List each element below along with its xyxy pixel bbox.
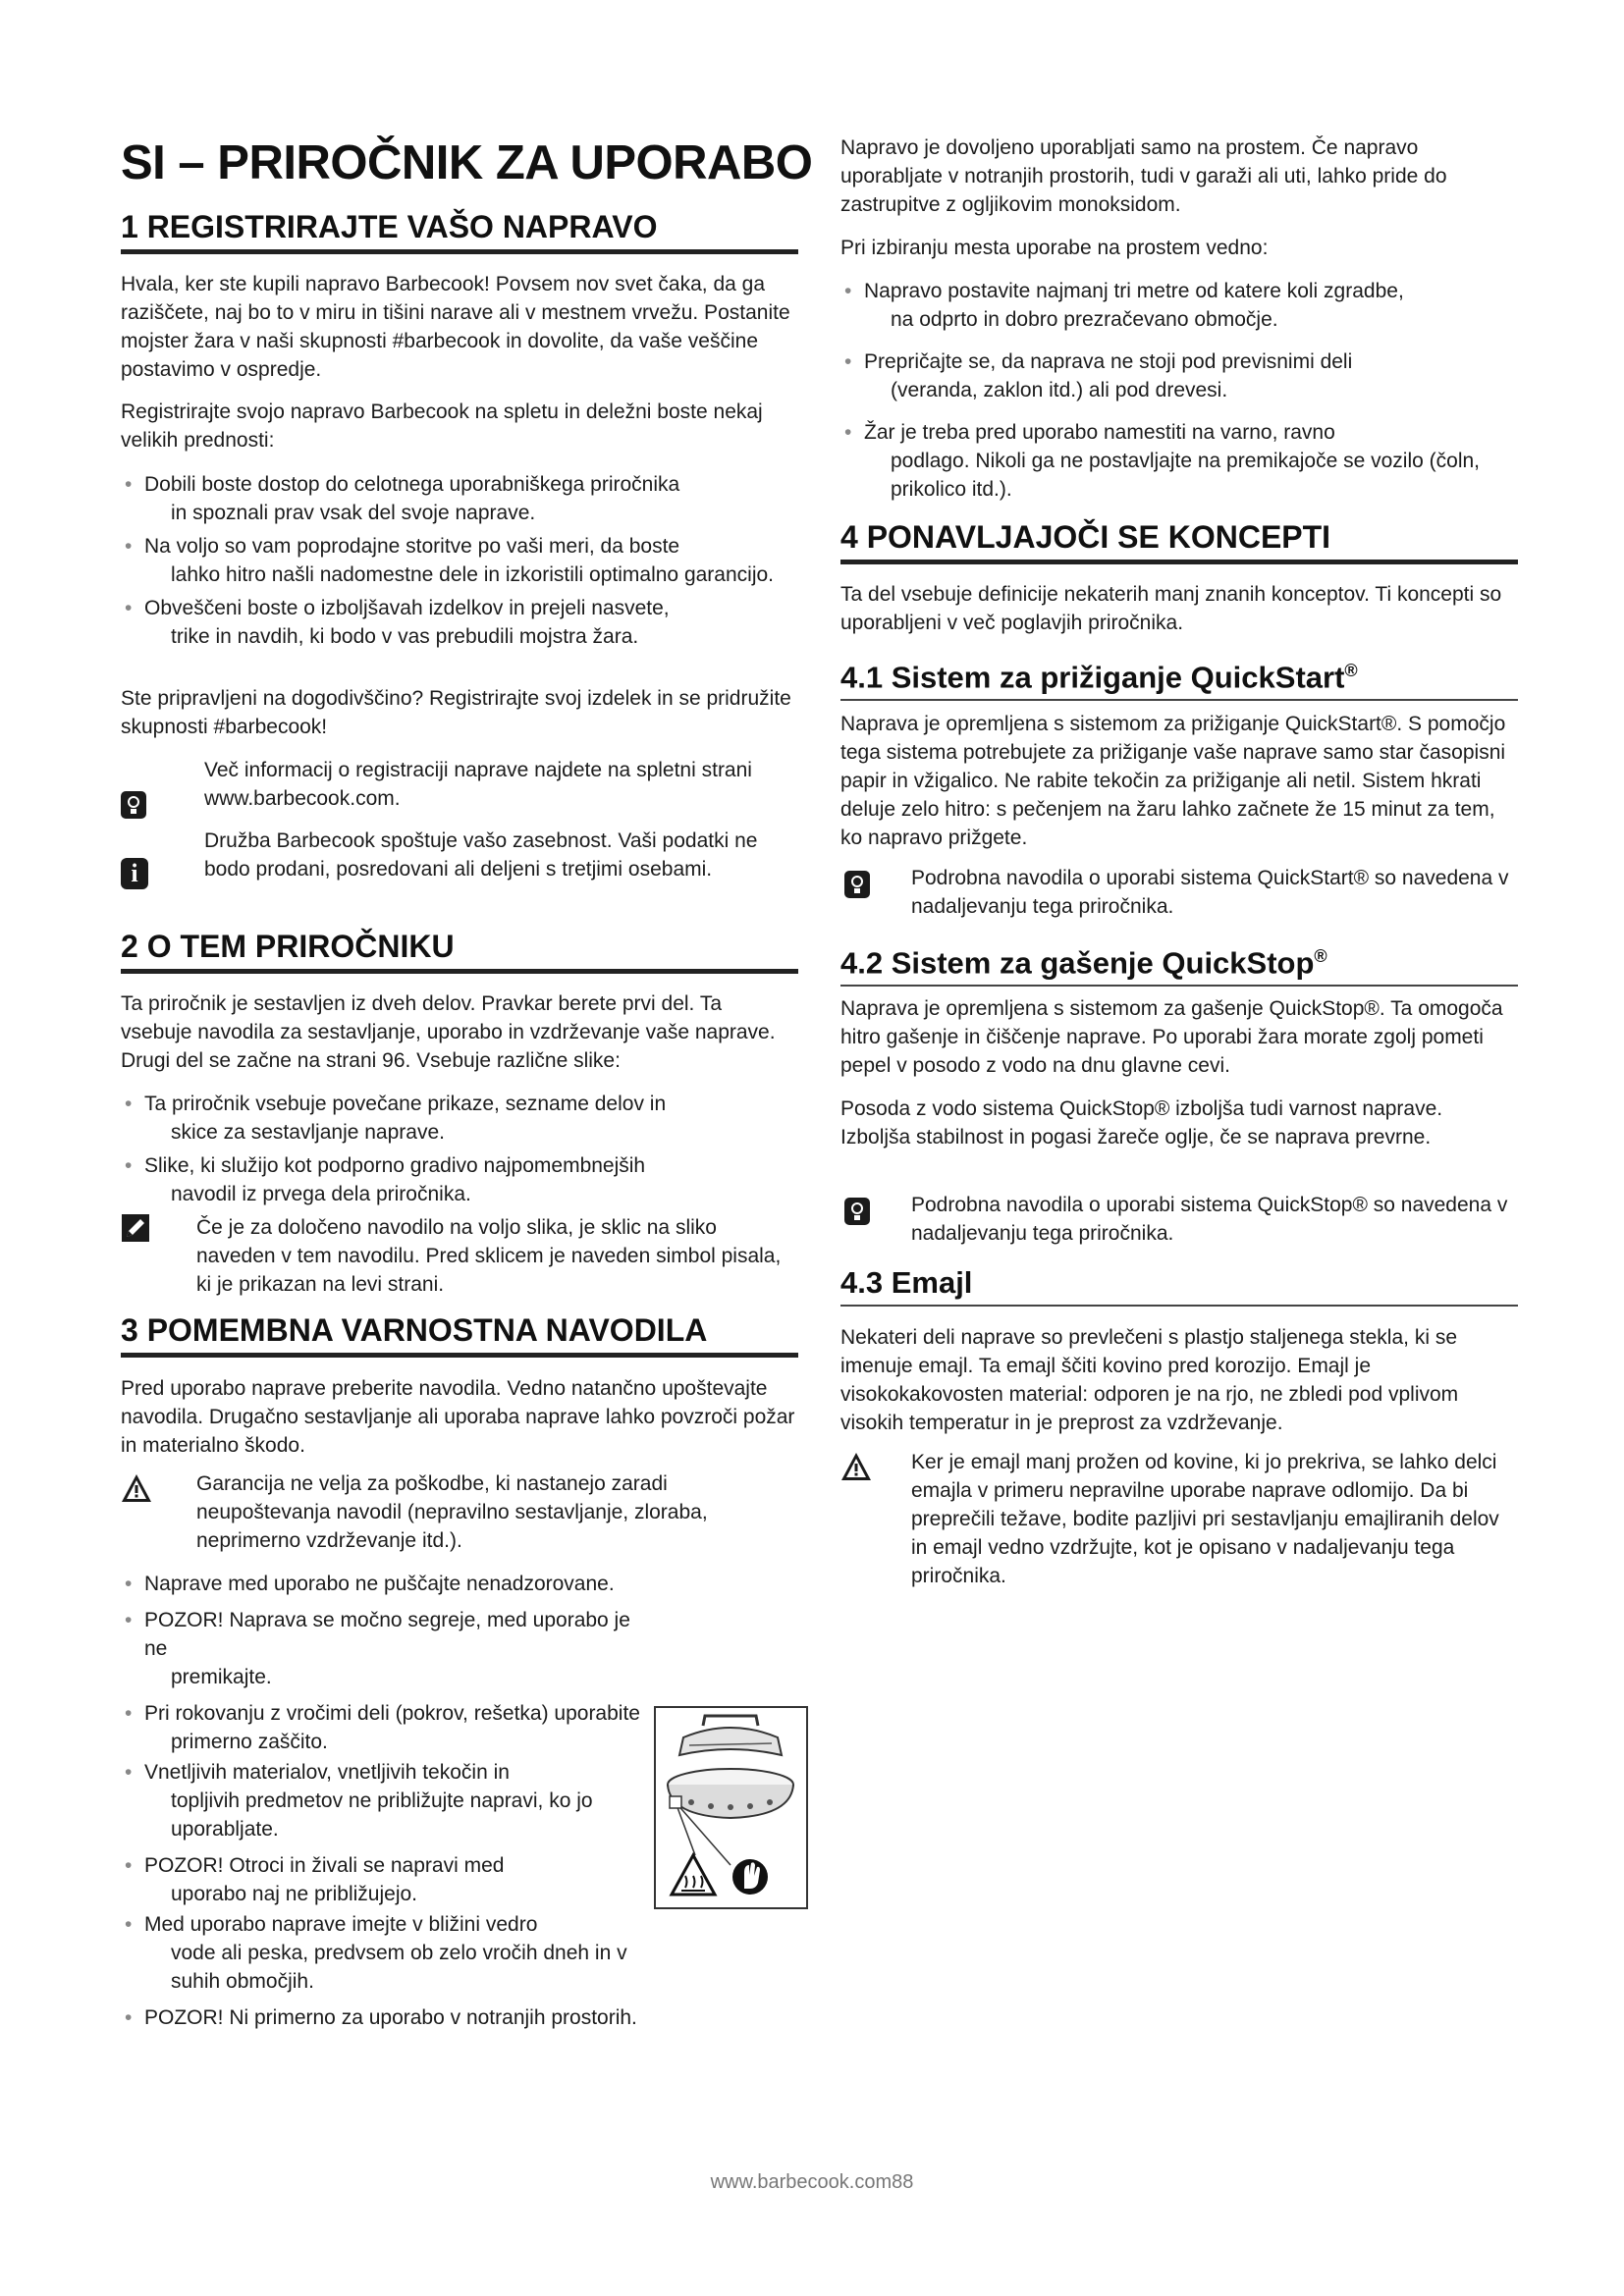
page-title: SI – PRIROČNIK ZA UPORABO (121, 136, 813, 189)
quickstop-safety: Posoda z vodo sistema QuickStop® izboljša tudi varnost naprave. Izboljša stabilnost in pogasi žareče oglje, če se naprava prevrne. (840, 1097, 1443, 1148)
list-item: • Pri rokovanju z vročimi deli (pokrov, rešetka) uporabite primerno zaščito. (125, 1702, 640, 1753)
privacy-note: i Družba Barbecook spoštuje vašo zasebnost. Vaši podatki ne bodo prodani, posredovani ali deljeni s tretjimi osebami. (121, 827, 798, 883)
list-item: • Napravo postavite najmanj tri metre od katere koli zgradbe, na odprto in dobro prezračevano območje. (844, 280, 1404, 331)
quickstop-description: Naprava je opremljena s sistemom za gašenje QuickStop®. Ta omogoča hitro gašenje in čiščenje naprave. Po uporabi žara morate zgolj pometi pepel v posodo z vodo na dnu glavne cevi. (840, 997, 1503, 1077)
section-2-list (121, 1090, 798, 1208)
list-item: • POZOR! Otroci in živali se napravi med uporabo naj ne približujejo. (125, 1854, 505, 1905)
page-footer: www.barbecook.com88 (710, 2171, 914, 2193)
list-item: • Žar je treba pred uporabo namestiti na varno, ravno podlago. Nikoli ga ne postavljajte na premikajoče se vozilo (čoln, prikolico itd.). (844, 421, 1480, 501)
lightbulb-icon (844, 1198, 870, 1225)
section-4-intro: Ta del vsebuje definicije nekaterih manj znanih konceptov. Ti koncepti so uporabljeni v več poglavjih priročnika. (840, 583, 1502, 634)
pencil-icon (121, 1213, 150, 1243)
list-item: • Prepričajte se, da naprava ne stoji pod previsnimi deli (veranda, zaklon itd.) ali pod drevesi. (844, 350, 1353, 401)
indoor-use-warning-text: Napravo je dovoljeno uporabljati samo na prostem. Če napravo uporabljate v notranjih prostorih, tudi v garaži ali uti, lahko pride do zastrupitve z ogljikovim monoksidom. (840, 136, 1447, 216)
warranty-warning: Garancija ne velja za poškodbe, ki nastanejo zaradi neupoštevanja navodil (nepravilno sestavljanje, zloraba, neprimerno vzdrževanje itd.). (121, 1469, 798, 1555)
section-4-3-heading: 4.3 Emajl (840, 1264, 1518, 1307)
quickstart-description: Naprava je opremljena s sistemom za prižiganje QuickStart®. S pomočjo tega sistema potrebujete za prižiganje vaše naprave samo star časopisni papir in vžigalico. Ne rabite tekočin za prižiganje ali netil. Sistem hkrati deluje zelo hitro: s pečenjem na žaru lahko začnete že 15 minut za tem, ko napravo prižgete. (840, 713, 1506, 849)
section-4-heading: 4 PONAVLJAJOČI SE KONCEPTI (840, 518, 1518, 564)
section-2-intro: Ta priročnik je sestavljen iz dveh delov. Pravkar berete prvi del. Ta vsebuje navodila za sestavljanje, uporabo in vzdrževanje vaše naprave. Drugi del se začne na strani 96. Vsebuje različne slike: (121, 992, 776, 1072)
grill-safety-figure (654, 1706, 808, 1909)
section-1-closing: Ste pripravljeni na dogodivščino? Registrirajte svoj izdelek in se pridružite skupnosti #barbecook! (121, 687, 791, 738)
warning-icon (840, 1452, 872, 1481)
list-item: • Slike, ki služijo kot podporno gradivo najpomembnejših navodil iz prvega dela priročnika. (125, 1154, 646, 1205)
section-3-intro: Pred uporabo naprave preberite navodila. Vedno natančno upoštevajte navodila. Drugačno sestavljanje ali uporaba naprave lahko povzroči požar in materialno škodo. (121, 1377, 795, 1457)
section-3-heading: 3 POMEMBNA VARNOSTNA NAVODILA (121, 1311, 798, 1358)
quickstop-note: Podrobna navodila o uporabi sistema QuickStop® so navedena v nadaljevanju tega priročnika. (840, 1191, 1518, 1248)
location-list (840, 277, 1518, 504)
list-item: • Dobili boste dostop do celotnega uporabniškega priročnika in spoznali prav vsak del svoje naprave. (125, 473, 680, 524)
section-4-2-heading: 4.2 Sistem za gašenje QuickStop® (840, 937, 1518, 987)
section-4-1-heading: 4.1 Sistem za prižiganje QuickStart® (840, 652, 1518, 701)
list-item: • POZOR! Naprava se močno segreje, med uporabo je ne premikajte. (125, 1609, 630, 1688)
section-1-intro: Hvala, ker ste kupili napravo Barbecook! Povsem nov svet čaka, da ga raziščete, naj bo to v miru in tišini narave ali v mestnem vrvežu. Postanite mojster žara v naši skupnosti #barbecook in dovolite, da vaše veščine postavimo v ospredje. (121, 273, 790, 381)
warning-icon (121, 1473, 152, 1503)
pencil-note: Če je za določeno navodilo na voljo slika, je sklic na sliko naveden v tem navodilu. Pred sklicem je naveden simbol pisala, ki je prikazan na levi strani. (121, 1213, 798, 1299)
section-1-benefits-list (121, 470, 798, 651)
list-item: • Med uporabo naprave imejte v bližini vedro vode ali peska, predvsem ob zelo vročih dneh in v suhih območjih. (125, 1913, 627, 1993)
location-intro: Pri izbiranju mesta uporabe na prostem vedno: (840, 237, 1269, 259)
list-item: • Ta priročnik vsebuje povečane prikaze, sezname delov in skice za sestavljanje naprave. (125, 1093, 667, 1144)
lightbulb-icon (844, 871, 870, 898)
enamel-warning: Ker je emajl manj prožen od kovine, ki jo prekriva, se lahko delci emajla v primeru nepravilne uporabe naprave odlomijo. Da bi preprečili težave, bodite pazljivi pri sestavljanju emajliranih delov in emajl vedno vzdržujte, kot je opisano v nadaljevanju tega priročnika. (840, 1448, 1518, 1590)
list-item: • Naprave med uporabo ne puščajte nenadzorovane. (125, 1573, 615, 1595)
section-1-heading: 1 REGISTRIRAJTE VAŠO NAPRAVO (121, 208, 798, 254)
list-item: • Vnetljivih materialov, vnetljivih tekočin in topljivih predmetov ne približujte napravi, ko jo uporabljate. (125, 1761, 593, 1841)
list-item: • POZOR! Ni primerno za uporabo v notranjih prostorih. (125, 2006, 637, 2029)
list-item: • Obveščeni boste o izboljšavah izdelkov in prejeli nasvete, trike in navdih, ki bodo v vas prebudili mojstra žara. (125, 597, 670, 648)
section-1-register-text: Registrirajte svojo napravo Barbecook na spletu in deležni boste nekaj velikih prednosti: (121, 400, 763, 452)
info-icon: i (121, 858, 148, 889)
enamel-description: Nekateri deli naprave so prevlečeni s plastjo staljenega stekla, ki se imenuje emajl. Ta emajl ščiti kovino pred korozijo. Emajl je visokokakovosten material: odporen je na rjo, ne zbledi pod vplivom visokih temperatur in je preprost za vzdrževanje. (840, 1326, 1459, 1434)
registration-note: Več informacij o registraciji naprave najdete na spletni strani www.barbecook.com. (121, 756, 798, 813)
quickstart-note: Podrobna navodila o uporabi sistema QuickStart® so navedena v nadaljevanju tega priročnika. (840, 864, 1518, 921)
grill-illustration (656, 1708, 806, 1907)
lightbulb-icon (121, 791, 146, 819)
safety-list (121, 1570, 651, 2032)
section-2-heading: 2 O TEM PRIROČNIKU (121, 928, 798, 974)
list-item: • Na voljo so vam poprodajne storitve po vaši meri, da boste lahko hitro našli nadomestne dele in izkoristili optimalno garancijo. (125, 535, 774, 586)
